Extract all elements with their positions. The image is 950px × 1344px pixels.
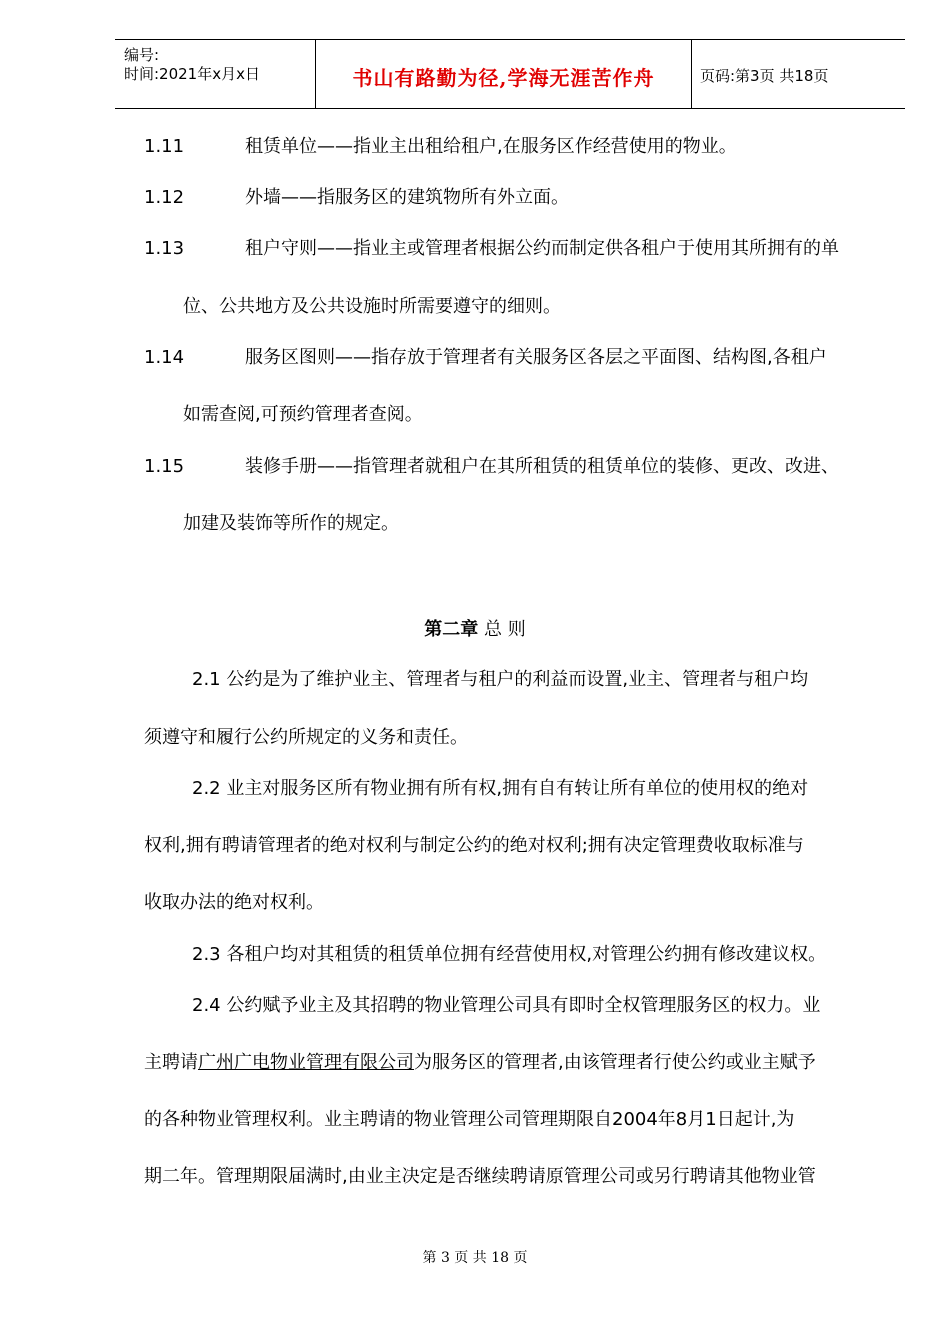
chapter-heading — [0, 615, 950, 641]
page-footer: 第 3 页 共 18 页 — [422, 1250, 528, 1266]
chapter-number: 第二章 — [424, 619, 479, 640]
paragraph-line: 收取办法的绝对权利。 — [144, 892, 324, 913]
header-motto: 书山有路勤为径,学海无涯苦作舟 — [352, 66, 655, 90]
clause-text-continuation: 如需查阅,可预约管理者查阅。 — [183, 404, 423, 425]
clause-text-continuation: 位、公共地方及公共设施时所需要遵守的细则。 — [183, 296, 561, 317]
chapter-title: 总 则 — [484, 619, 526, 640]
header-page-info: 页码:第3页 共18页 — [700, 67, 829, 85]
header-motto-cell — [315, 40, 692, 108]
clause-text: 外墙——指服务区的建筑物所有外立面。 — [245, 187, 569, 208]
company-name: 广州广电物业管理有限公司 — [198, 1052, 414, 1073]
paragraph-line: 2.2 业主对服务区所有物业拥有所有权,拥有自有转让所有单位的使用权的绝对 — [192, 778, 809, 799]
paragraph-line: 2.1 公约是为了维护业主、管理者与租户的利益而设置,业主、管理者与租户均 — [192, 669, 809, 690]
paragraph-line: 须遵守和履行公约所规定的义务和责任。 — [144, 727, 468, 748]
paragraph-line: 的各种物业管理权利。业主聘请的物业管理公司管理期限自2004年8月1日起计,为 — [144, 1109, 795, 1130]
header-meta-cell — [115, 40, 315, 108]
clause-number: 1.14 — [144, 347, 185, 368]
paragraph-line — [144, 1051, 816, 1075]
page-header — [115, 39, 905, 109]
paragraph-line: 2.3 各租户均对其租赁的租赁单位拥有经营使用权,对管理公约拥有修改建议权。 — [192, 944, 827, 965]
clause-text: 租赁单位——指业主出租给租户,在服务区作经营使用的物业。 — [245, 136, 737, 157]
clause-number: 1.15 — [144, 456, 185, 477]
paragraph-text: 为服务区的管理者,由该管理者行使公约或业主赋予 — [414, 1052, 816, 1073]
paragraph-line: 2.4 公约赋予业主及其招聘的物业管理公司具有即时全权管理服务区的权力。业 — [192, 995, 821, 1016]
paragraph-line: 权利,拥有聘请管理者的绝对权利与制定公约的绝对权利;拥有决定管理费收取标准与 — [144, 835, 804, 856]
header-page-cell — [691, 40, 905, 108]
clause-text: 装修手册——指管理者就租户在其所租赁的租赁单位的装修、更改、改进、 — [245, 456, 839, 477]
clause-text-continuation: 加建及装饰等所作的规定。 — [183, 513, 399, 534]
clause-text: 服务区图则——指存放于管理者有关服务区各层之平面图、结构图,各租户 — [245, 347, 827, 368]
clause-number: 1.13 — [144, 238, 185, 259]
document-time-label: 时间:2021年x月x日 — [124, 65, 260, 83]
document-number-label: 编号: — [124, 46, 160, 64]
clause-number: 1.11 — [144, 136, 185, 157]
clause-text: 租户守则——指业主或管理者根据公约而制定供各租户于使用其所拥有的单 — [245, 238, 839, 259]
clause-number: 1.12 — [144, 187, 185, 208]
paragraph-text: 主聘请 — [144, 1052, 198, 1073]
paragraph-line: 期二年。管理期限届满时,由业主决定是否继续聘请原管理公司或另行聘请其他物业管 — [144, 1166, 816, 1187]
